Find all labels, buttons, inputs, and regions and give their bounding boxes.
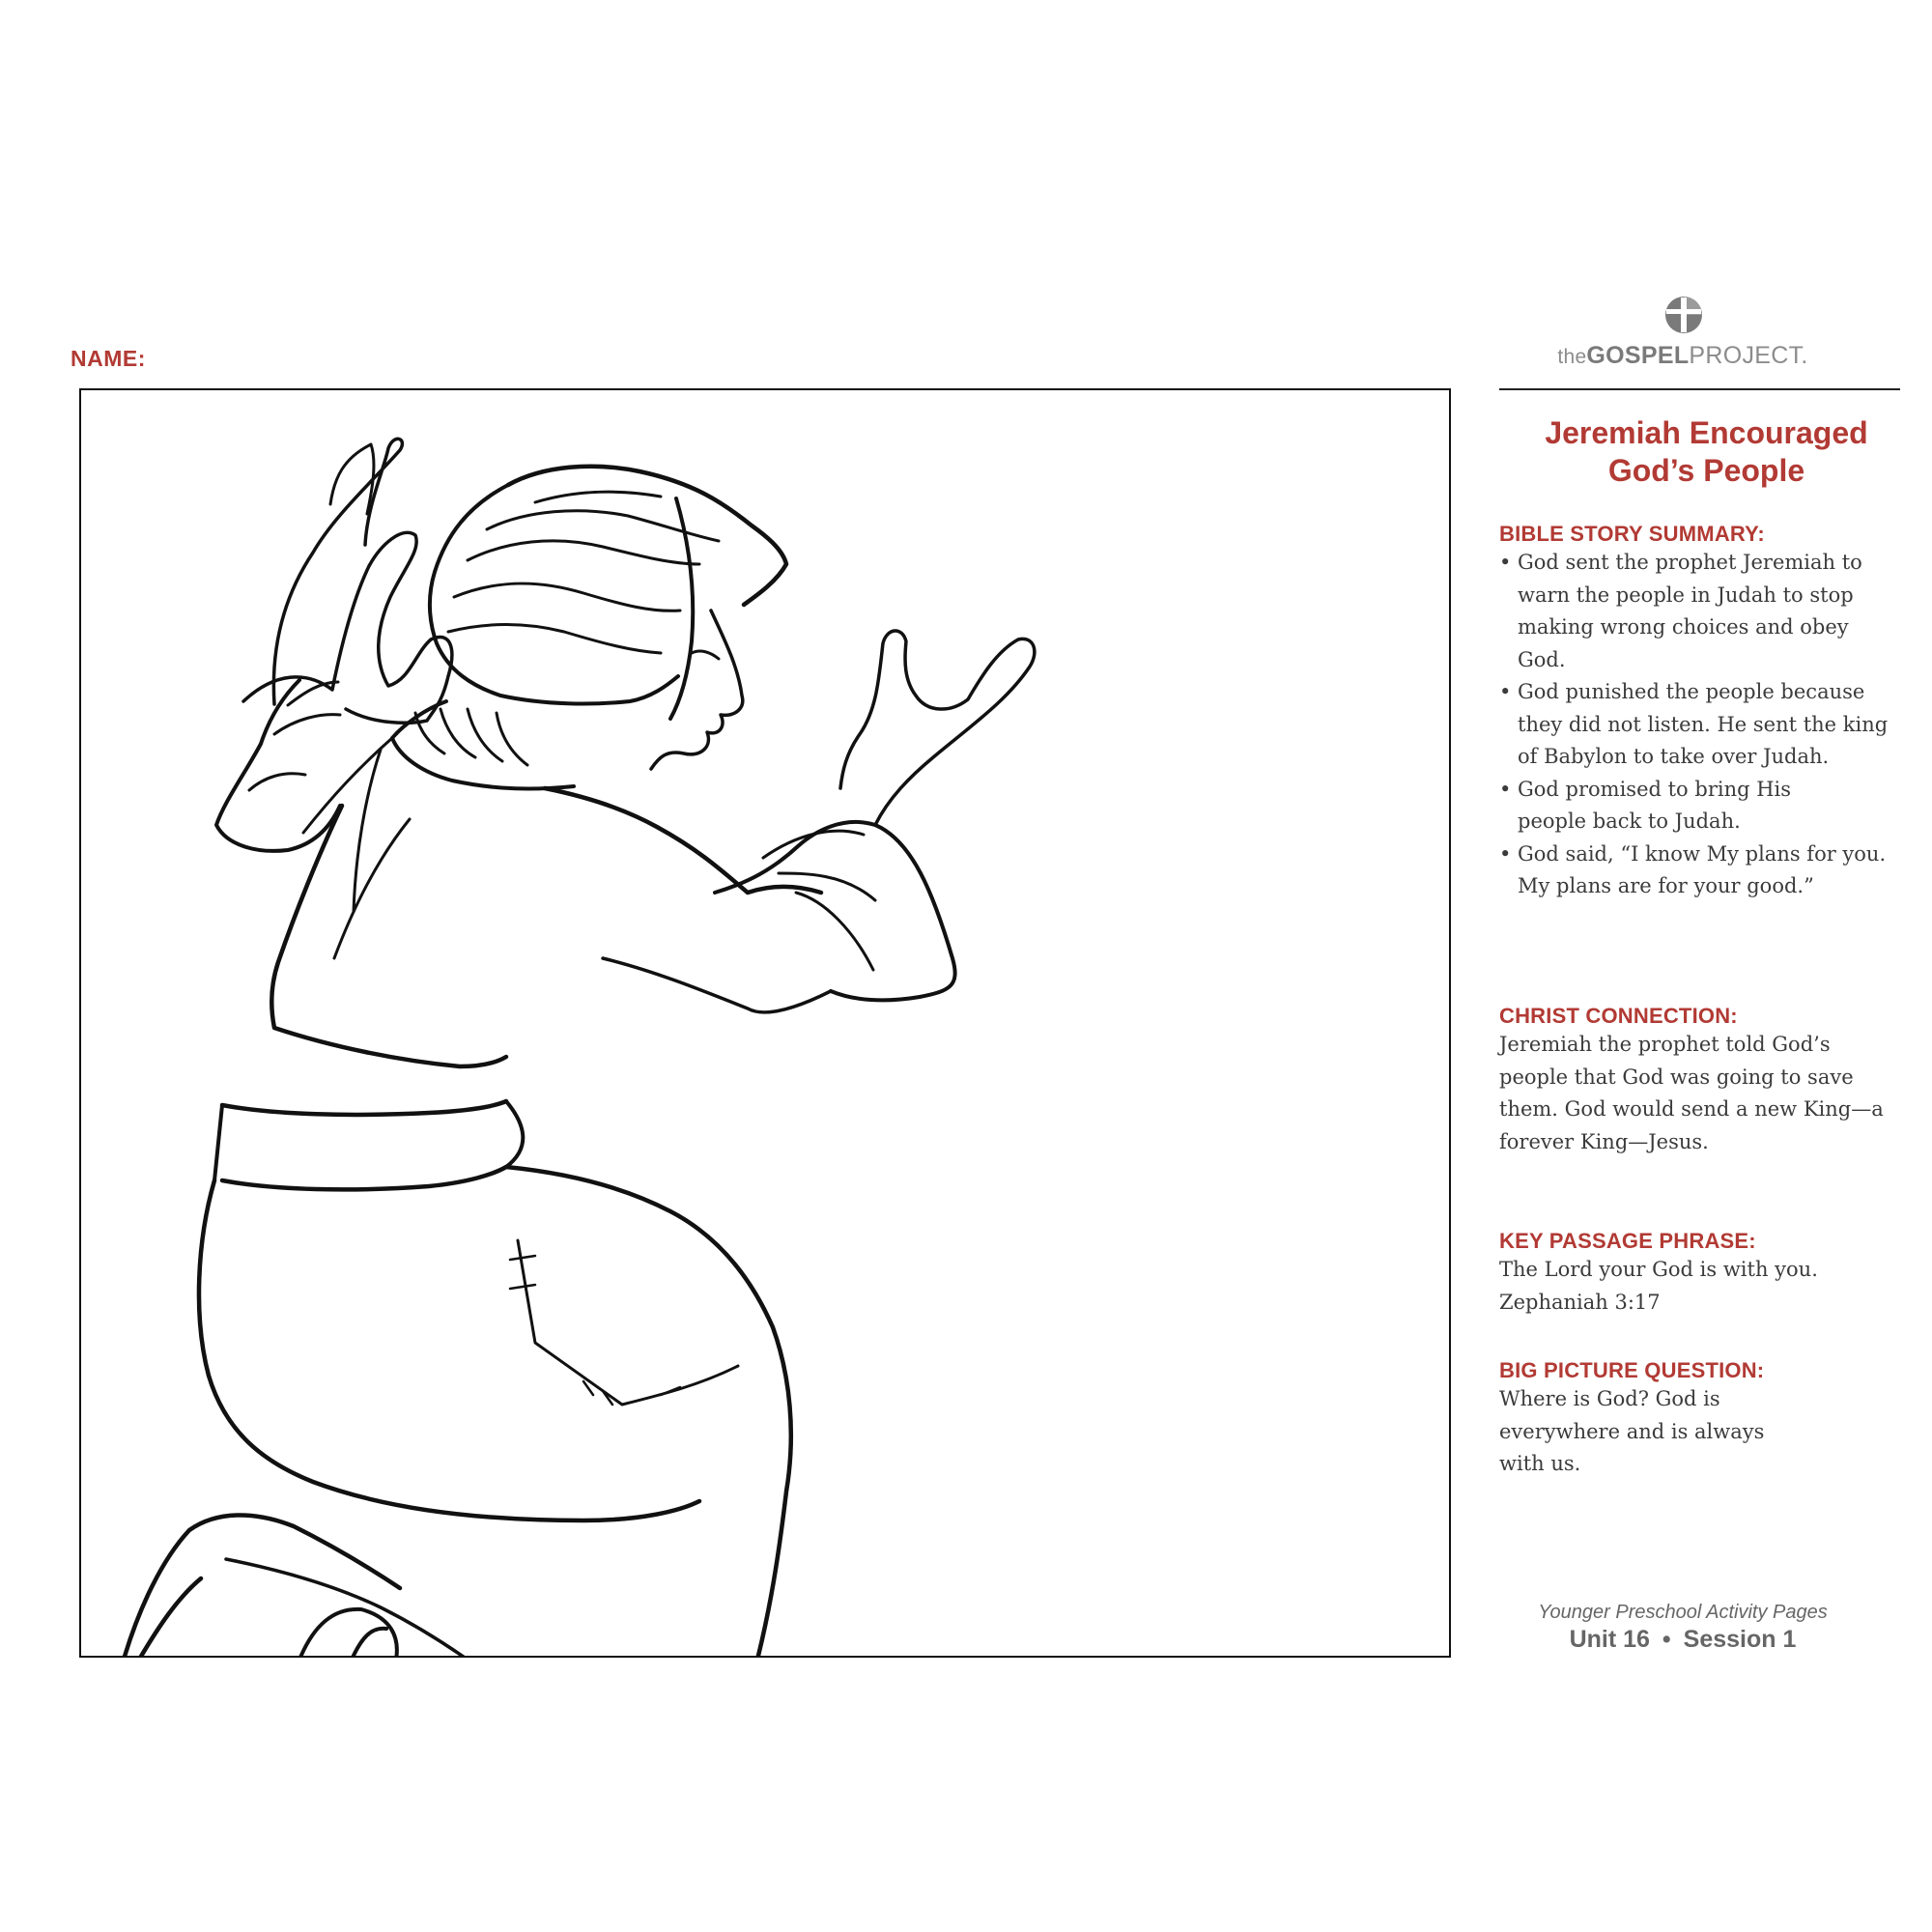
summary-bullet: • God promised to bring His people back to Judah. <box>1499 774 1900 838</box>
lesson-sidebar <box>1499 410 1900 1475</box>
leg-outline <box>199 1180 699 1520</box>
right-hand-outline <box>840 631 1035 825</box>
footer-unit: Unit 16 <box>1569 1626 1650 1653</box>
coloring-frame <box>79 388 1451 1658</box>
footer-unit-session <box>1499 1626 1866 1654</box>
logo-wordmark: theGOSPELPROJECT. <box>1557 342 1808 369</box>
key-passage-section <box>1499 1229 1900 1319</box>
face-outline <box>651 611 743 769</box>
summary-bullet: • God said, “I know My plans for you. My plans are for your good.” <box>1499 838 1900 903</box>
summary-heading: BIBLE STORY SUMMARY: <box>1499 522 1765 546</box>
lesson-title: Jeremiah Encouraged God’s People <box>1545 415 1868 488</box>
passage-reference: Zephaniah 3:17 <box>1499 1290 1661 1314</box>
left-sleeve-outline <box>216 680 340 851</box>
jeremiah-praying-illustration <box>81 390 1451 1658</box>
gospel-project-logo <box>1497 296 1868 373</box>
christ-connection-section <box>1499 1004 1900 1158</box>
summary-bullet: • God punished the people because they did not listen. He sent the king of Babylon to take over Judah. <box>1499 676 1900 774</box>
summary-section <box>1499 522 1900 903</box>
patch-outline <box>518 1240 738 1405</box>
footer-subtitle: Younger Preschool Activity Pages <box>1538 1602 1828 1623</box>
footer-session: Session 1 <box>1683 1626 1797 1653</box>
summary-list <box>1499 547 1900 903</box>
belt-outline <box>222 1101 506 1189</box>
passage-heading: KEY PASSAGE PHRASE: <box>1499 1229 1756 1253</box>
cross-circle-icon <box>1664 296 1703 334</box>
passage-text: The Lord your God is with you. <box>1499 1258 1818 1281</box>
header-divider <box>1499 388 1900 390</box>
page-footer <box>1499 1602 1866 1654</box>
christ-heading: CHRIST CONNECTION: <box>1499 1004 1738 1028</box>
christ-text: Jeremiah the prophet told God’s people that God was going to save them. God would send a new King—a forever King—Jesus. <box>1499 1033 1884 1153</box>
right-arm-outline <box>715 822 955 1000</box>
big-picture-section <box>1499 1358 1900 1481</box>
question-heading: BIG PICTURE QUESTION: <box>1499 1358 1765 1382</box>
footer-separator: • <box>1662 1626 1671 1653</box>
head-outline <box>508 467 786 605</box>
name-label: NAME: <box>71 346 146 371</box>
summary-bullet: • God sent the prophet Jeremiah to warn the people in Judah to stop making wrong choices and obey God. <box>1499 547 1900 676</box>
feet-outline <box>124 1515 400 1658</box>
question-text: Where is God? God is everywhere and is always with us. <box>1499 1387 1765 1475</box>
